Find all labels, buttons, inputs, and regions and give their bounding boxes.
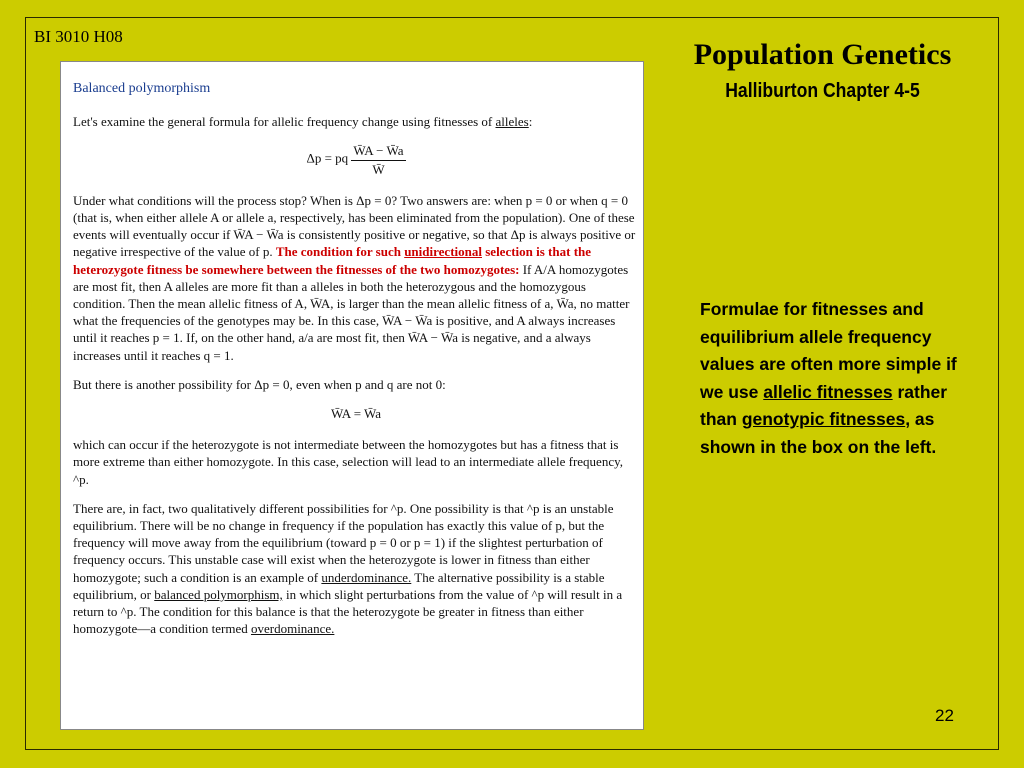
overdominance-link[interactable]: overdominance.: [250, 621, 335, 637]
equilibrium-paragraph: [73, 500, 639, 638]
condition-emphasis-b: selection is that the heterozygote fitness be somewhere between the fitnesses of the two homozygotes:: [73, 244, 592, 277]
equation-delta-p: [73, 142, 639, 177]
eq1-numerator: W̄A − W̄a: [351, 142, 405, 160]
eq1-lhs: Δp = pq: [306, 151, 349, 167]
side-note-text-3: , as shown in the box on the left.: [700, 409, 937, 457]
allelic-fitnesses-term: allelic fitnesses: [763, 381, 893, 402]
intro-text: Let's examine the general formula for allelic frequency change using fitnesses of: [73, 114, 496, 130]
intermediate-paragraph: which can occur if the heterozygote is not intermediate between the homozygotes but has a fitness that is more extreme than either homozygote. In this case, selection will lead to an intermediate allele frequency, ^p.: [73, 437, 623, 487]
side-note-text-1: Formulae for fitnesses and equilibrium allele frequency values are often more simple if we use: [700, 299, 957, 402]
other-possibility-paragraph: But there is another possibility for Δp = 0, even when p and q are not 0:: [73, 376, 446, 392]
balanced-polymorphism-link[interactable]: balanced polymorphism,: [154, 586, 283, 602]
slide-title: Population Genetics: [693, 38, 952, 71]
intro-paragraph: [73, 113, 639, 130]
genotypic-fitnesses-term: genotypic fitnesses: [741, 409, 906, 429]
side-note-text-2: rather than: [700, 381, 948, 429]
document-content: [73, 80, 639, 637]
conditions-text: Under what conditions will the process stop? When is Δp = 0? Two answers are: when p = 0 or when q = 0 (that is, when either allele A or allele a, respectively, has been eliminated from the population). One of these events will eventually occur if W̄A − W̄a is consistently positive or negative, so that Δp is always positive or negative irrespective of the value of p.: [73, 192, 636, 260]
underdominance-link[interactable]: underdominance.: [321, 569, 412, 585]
equation-equal-fitness: W̄A = W̄a: [330, 406, 382, 422]
conditions-paragraph: [73, 192, 639, 364]
eq1-fraction: [351, 142, 405, 177]
side-note: [700, 296, 980, 461]
equilibrium-text-a: There are, in fact, two qualitatively different possibilities for ^p. One possibility is that ^p is an unstable equilibrium. There will be no change in frequency if the population has exactly this value of p, but the frequency will move away from the equilibrium (toward p = 0 or p = 1) if the slightest perturbation of frequency occurs. This unstable case will exist when the heterozygote is lower in fitness than either homozygote; such a condition is an example of: [73, 500, 614, 585]
condition-emphasis-a: The condition for such: [275, 244, 405, 260]
course-code: BI 3010 H08: [34, 27, 123, 46]
eq1-denominator: W̄: [372, 161, 385, 177]
document-box: [60, 61, 644, 730]
page-number: 22: [935, 706, 954, 725]
equilibrium-text-b: The alternative possibility is a stable equilibrium, or: [73, 569, 605, 602]
unidirectional-link[interactable]: unidirectional: [404, 244, 482, 260]
equilibrium-text-c: in which slight perturbations from the value of ^p will result in a return to ^p. The condition for this balance is that the heterozygote be greater in fitness than either homozygote—a condition termed: [73, 586, 623, 637]
intro-end: :: [528, 114, 533, 130]
conditions-text-continued: If A/A homozygotes are most fit, then A alleles are more fit than a alleles in both the heterozygous and the homozygous condition. Then the mean allelic fitness of A, W̄A, is larger than the mean allelic fitness of a, W̄a, no matter what the frequencies of the genotypes may be. In this case, W̄A − W̄a is positive, and A always increases until it reaches p = 1. If, on the other hand, a/a are most fit, then W̄A − W̄a is negative, and a always increases until it reaches q = 1.: [73, 261, 630, 363]
slide-subtitle: Halliburton Chapter 4-5: [725, 80, 920, 102]
section-heading: Balanced polymorphism: [73, 81, 211, 96]
alleles-link[interactable]: alleles: [495, 114, 529, 130]
